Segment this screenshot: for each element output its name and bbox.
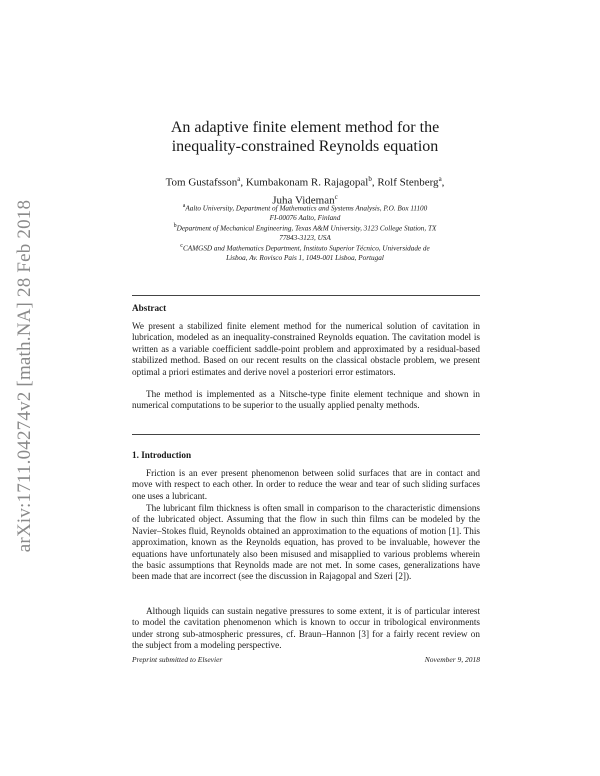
author-affiliation-mark: a — [237, 175, 241, 183]
arxiv-identifier: arXiv:1711.04274v2 [math.NA] 28 Feb 2018 — [14, 199, 35, 553]
author-affiliation-mark: c — [334, 192, 338, 201]
body-paragraph: Friction is an ever present phenomenon between solid surfaces that are in contact and move with respect to each other. In order to reduce the wear and tear of such sliding surfaces one uses a lubricant. — [132, 468, 480, 501]
author-list: Tom Gustafsson$^a$, Kumbakonam R. Rajagopal$^b$, Rolf Stenberg$^a$, Juha Videman$^c$ — [165, 175, 445, 207]
title-line-1: An adaptive finite element method for the — [170, 119, 440, 136]
arxiv-sidebar-stamp — [12, 186, 38, 566]
body-paragraph: The lubricant film thickness is often small in comparison to the characteristic dimensions of the lubricated object. Assuming that the flow in such thin films can be modeled by the Navier–Stokes fluid, Reynolds obtained an approximation to the equations of motion [1]. This approximation, known as the Reynolds equation, has proved to be invaluable, however the equations have unfortunately also been misused and misapplied to various problems wherein the basic assumptions that Reynolds made are not met. In some cases, generalizations have been made that are incorrect (see the discussion in Rajagopal and Szeri [2]). — [132, 503, 480, 582]
footer-preprint-note: Preprint submitted to Elsevier — [132, 655, 223, 664]
author-name: Rolf Stenberg — [377, 176, 439, 189]
affiliation — [132, 222, 478, 243]
body-paragraph: Although liquids can sustain negative pressures to some extent, it is of particular interest to model the cavitation phenomenon which is known to occur in tribological environments under strong sub-atmospheric pressures, cf. Braun–Hannon [3] for a fairly recent review on the subject from a modeling perspective. — [132, 606, 480, 651]
affiliation — [132, 202, 478, 223]
abstract-bottom-rule — [132, 434, 480, 435]
affiliation-mark: a — [182, 203, 186, 209]
affiliation-line: CAMGSD and Mathematics Department, Instituto Superior Técnico, Universidade de — [182, 244, 430, 253]
author-name: Tom Gustafsson — [165, 176, 238, 189]
affiliation-mark: c — [180, 243, 183, 249]
affiliation-line: Aalto University, Department of Mathematics and Systems Analysis, P.O. Box 11100 — [185, 204, 428, 213]
affiliation-line: Department of Mechanical Engineering, Texas A&M University, 3123 College Station, TX — [176, 224, 437, 233]
abstract-paragraph: We present a stabilized finite element method for the numerical solution of cavitation in lubrication, modeled as an inequality-constrained Reynolds equation. The cavitation model is written as a variable coefficient saddle-point problem and approximated by a residual-based stabilized method. Based on our recent results on the classical obstacle problem, we present optimal a priori estimates and derive novel a posteriori error estimators. — [132, 321, 480, 377]
affiliation — [132, 242, 478, 263]
section-heading-introduction: 1. Introduction — [132, 450, 192, 460]
author-name: Juha Videman — [272, 194, 335, 207]
affiliation-line: Lisboa, Av. Rovisco Pais 1, 1049-001 Lisboa, Portugal — [226, 253, 384, 262]
abstract-heading: Abstract — [132, 303, 167, 313]
author-affiliation-mark: b — [368, 175, 372, 183]
paper-title — [130, 118, 480, 156]
abstract-top-rule — [132, 295, 480, 296]
affiliation-mark: b — [173, 223, 177, 229]
author-name: Kumbakonam R. Rajagopal — [245, 176, 369, 189]
author-affiliation-mark: a — [438, 175, 442, 183]
abstract-paragraph: The method is implemented as a Nitsche-type finite element technique and shown in numerical computations to be superior to the usually applied penalty methods. — [132, 389, 480, 411]
affiliation-line: FI-00076 Aalto, Finland — [269, 213, 341, 222]
affiliation-line: 77843-3123, USA — [279, 233, 331, 242]
title-line-2: inequality-constrained Reynolds equation — [171, 138, 439, 155]
footer-date: November 9, 2018 — [424, 655, 480, 664]
